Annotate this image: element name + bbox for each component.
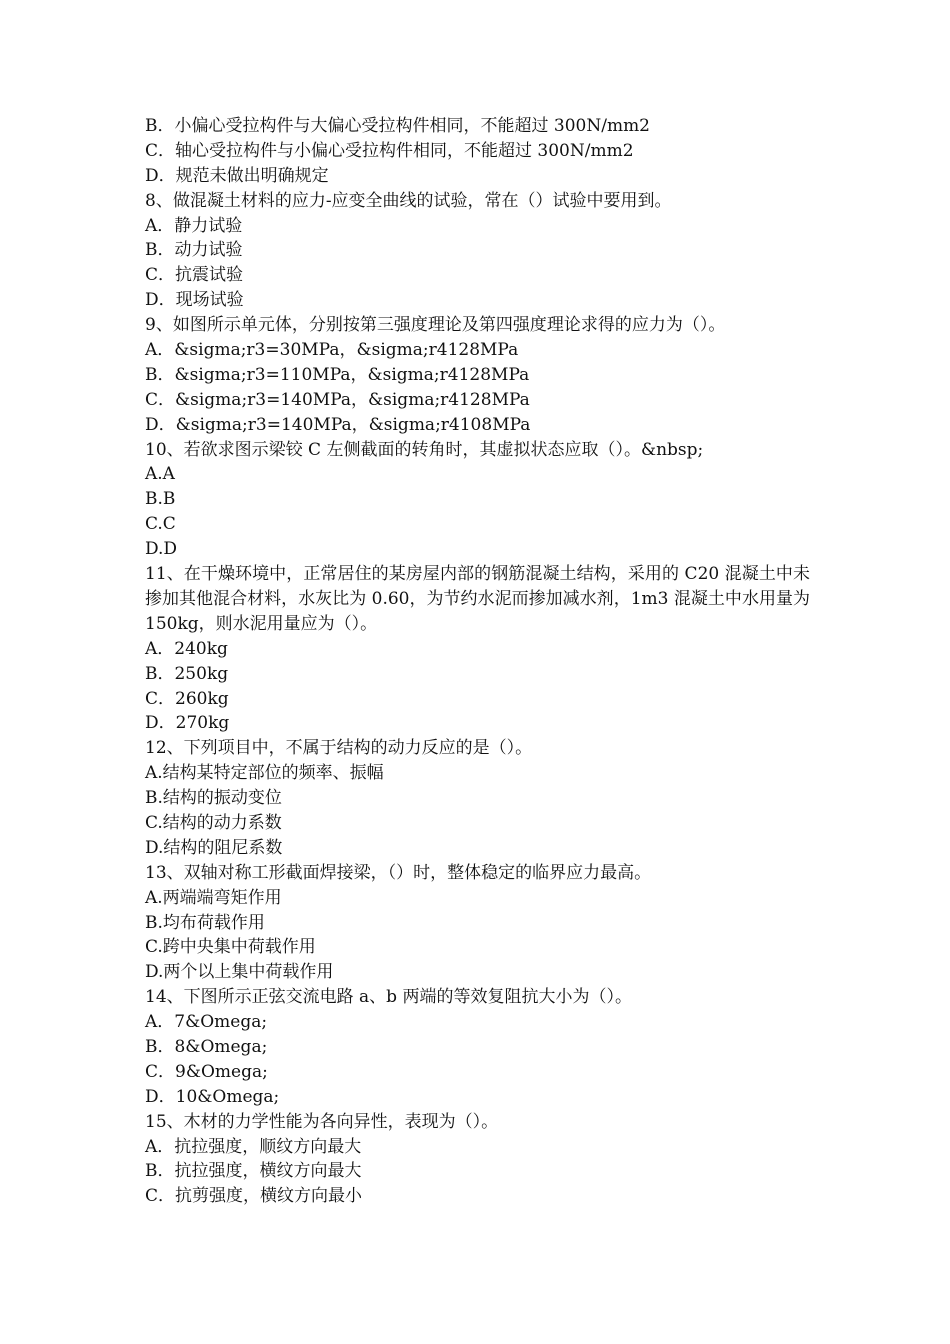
- text-line: D.结构的阻尼系数: [145, 837, 283, 858]
- text-line: B．小偏心受拉构件与大偏心受拉构件相同，不能超过 300N/mm2: [145, 116, 651, 136]
- text-line: A.A: [145, 464, 175, 485]
- text-line: A.两端端弯矩作用: [145, 887, 282, 908]
- text-block-a: [145, 114, 810, 562]
- text-line: A．静力试验: [145, 215, 243, 236]
- text-line: D．规范未做出明确规定: [145, 165, 329, 186]
- text-line: 15、木材的力学性能为各向异性，表现为（）。: [145, 1111, 499, 1132]
- text-line: A．240kg: [145, 638, 228, 659]
- text-line: 14、下图所示正弦交流电路 a、b 两端的等效复阻抗大小为（）。: [145, 987, 632, 1008]
- text-line: D．10&Omega;: [145, 1086, 280, 1107]
- text-line: 10、若欲求图示梁铰 C 左侧截面的转角时，其虚拟状态应取（）。&nbsp;: [145, 439, 704, 460]
- text-line: C．9&Omega;: [145, 1061, 268, 1082]
- text-line: C.结构的动力系数: [145, 812, 282, 833]
- text-block-b: [145, 637, 810, 1209]
- text-line: A．&sigma;r3=30MPa，&sigma;r4128MPa: [145, 340, 519, 361]
- text-line: B．&sigma;r3=110MPa，&sigma;r4128MPa: [145, 364, 530, 385]
- text-line: B．8&Omega;: [145, 1037, 268, 1057]
- text-line: 12、下列项目中，不属于结构的动力反应的是（）。: [145, 738, 533, 759]
- question-11-text: 11、在干燥环境中，正常居住的某房屋内部的钢筋混凝土结构，采用的 C20 混凝土中未掺加其他混合材料，水灰比为 0.60，为节约水泥而掺加减水剂，1m3 混凝土中水用量为150kg，则水泥用量应为（）。: [145, 564, 810, 634]
- text-line: C.C: [145, 514, 176, 535]
- text-line: D.D: [145, 539, 178, 560]
- text-line: D.两个以上集中荷载作用: [145, 962, 334, 983]
- text-line: D．&sigma;r3=140MPa，&sigma;r4108MPa: [145, 414, 531, 435]
- text-line: A．抗拉强度，顺纹方向最大: [145, 1136, 362, 1157]
- document-body: [145, 114, 810, 1209]
- text-line: C．抗剪强度，横纹方向最小: [145, 1186, 363, 1207]
- text-line: C.跨中央集中荷载作用: [145, 937, 316, 958]
- text-line: D．270kg: [145, 713, 230, 734]
- text-line: B.结构的振动变位: [145, 788, 282, 809]
- text-line: C．轴心受拉构件与小偏心受拉构件相同，不能超过 300N/mm2: [145, 140, 634, 161]
- text-line: 9、如图所示单元体，分别按第三强度理论及第四强度理论求得的应力为（）。: [145, 315, 726, 336]
- text-line: B.B: [145, 489, 176, 510]
- text-line: C．260kg: [145, 688, 229, 709]
- text-line: D．现场试验: [145, 290, 244, 311]
- text-line: 13、双轴对称工形截面焊接梁，（）时，整体稳定的临界应力最高。: [145, 862, 652, 883]
- text-line: 8、做混凝土材料的应力-应变全曲线的试验，常在（）试验中要用到。: [145, 190, 672, 211]
- text-line: C．抗震试验: [145, 265, 244, 286]
- text-line: C．&sigma;r3=140MPa，&sigma;r4128MPa: [145, 389, 530, 410]
- text-line: A.结构某特定部位的频率、振幅: [145, 763, 384, 784]
- text-line: B．动力试验: [145, 240, 243, 261]
- text-line: B．抗拉强度，横纹方向最大: [145, 1161, 362, 1182]
- text-line: B．250kg: [145, 663, 229, 684]
- text-line: B.均布荷载作用: [145, 912, 265, 933]
- text-line: A．7&Omega;: [145, 1012, 268, 1033]
